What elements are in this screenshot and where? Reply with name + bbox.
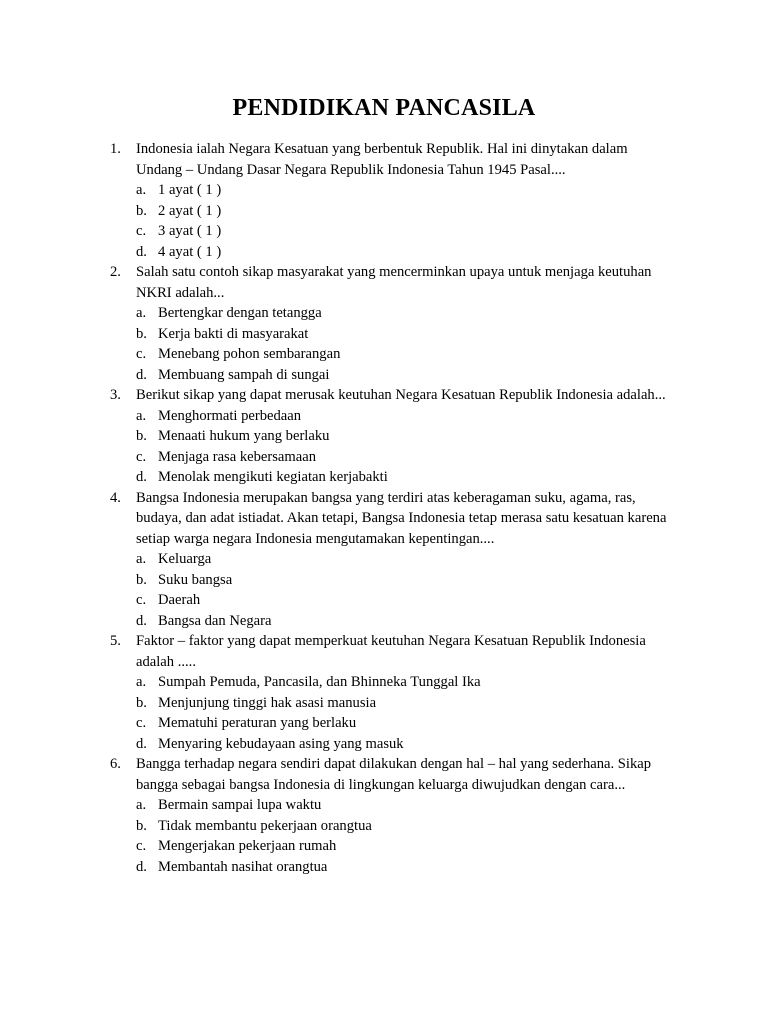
answer-option — [136, 365, 670, 386]
answer-option — [136, 201, 670, 222]
question-text: Berikut sikap yang dapat merusak keutuhan Negara Kesatuan Republik Indonesia adalah... — [136, 387, 666, 403]
option-letter: c. — [136, 715, 147, 731]
option-letter: b. — [136, 571, 147, 588]
answer-option — [136, 857, 670, 878]
option-text: Menjaga rasa kebersamaan — [158, 448, 317, 465]
option-letter: b. — [136, 428, 147, 444]
option-text: Bermain sampai lupa waktu — [158, 797, 322, 813]
option-text: Tidak membantu pekerjaan orangtua — [158, 817, 372, 834]
answer-option — [136, 324, 670, 345]
option-text: Bangsa dan Negara — [158, 612, 272, 629]
option-letter: c. — [136, 223, 147, 239]
answer-option — [136, 590, 670, 611]
question-item — [110, 139, 670, 262]
option-letter: b. — [136, 202, 147, 219]
question-number: 3. — [110, 387, 121, 403]
answer-option — [136, 549, 670, 570]
option-text: Kerja bakti di masyarakat — [158, 325, 309, 342]
answer-option — [136, 180, 670, 201]
question-text: Bangga terhadap negara sendiri dapat dilakukan dengan hal – hal yang sederhana. Sikap bangga sebagai bangsa Indonesia di lingkungan keluarga diwujudkan dengan cara... — [136, 756, 652, 793]
option-letter: c. — [136, 838, 147, 854]
question-text: Salah satu contoh sikap masyarakat yang mencerminkan upaya untuk menjaga keutuhan NKRI adalah... — [136, 264, 652, 301]
answer-option — [136, 344, 670, 365]
option-text: Menjunjung tinggi hak asasi manusia — [158, 694, 377, 711]
question-number: 2. — [110, 264, 121, 280]
option-letter: d. — [136, 243, 147, 260]
question-list — [110, 139, 670, 877]
answer-options — [136, 406, 670, 488]
answer-option — [136, 303, 670, 324]
option-text: Menebang pohon sembarangan — [158, 346, 341, 362]
answer-option — [136, 221, 670, 242]
option-text: Menyaring kebudayaan asing yang masuk — [158, 735, 404, 752]
question-text: Indonesia ialah Negara Kesatuan yang berbentuk Republik. Hal ini dinytakan dalam Undang – Undang Dasar Negara Republik Indonesia Tahun 1945 Pasal.... — [136, 141, 628, 178]
answer-options — [136, 795, 670, 877]
option-text: Sumpah Pemuda, Pancasila, dan Bhinneka Tunggal Ika — [158, 674, 481, 690]
answer-option — [136, 734, 670, 755]
question-number: 4. — [110, 489, 121, 506]
option-letter: a. — [136, 407, 147, 424]
option-text: Suku bangsa — [158, 571, 233, 588]
option-letter: a. — [136, 674, 147, 690]
option-text: Bertengkar dengan tetangga — [158, 305, 322, 321]
option-text: 3 ayat ( 1 ) — [158, 223, 222, 239]
question-item — [110, 385, 670, 488]
option-text: Menghormati perbedaan — [158, 407, 302, 424]
option-text: Membuang sampah di sungai — [158, 366, 330, 383]
answer-option — [136, 713, 670, 734]
question-item — [110, 262, 670, 385]
answer-option — [136, 406, 670, 427]
answer-options — [136, 180, 670, 262]
answer-option — [136, 242, 670, 263]
answer-option — [136, 795, 670, 816]
answer-options — [136, 549, 670, 631]
option-letter: b. — [136, 325, 147, 342]
option-text: 1 ayat ( 1 ) — [158, 182, 222, 198]
question-text: Faktor – faktor yang dapat memperkuat keutuhan Negara Kesatuan Republik Indonesia adalah ..... — [136, 633, 646, 670]
question-number: 1. — [110, 141, 121, 157]
answer-option — [136, 693, 670, 714]
option-text: Membantah nasihat orangtua — [158, 858, 328, 875]
option-letter: d. — [136, 612, 147, 629]
page-title: PENDIDIKAN PANCASILA — [232, 95, 536, 121]
question-item — [110, 754, 670, 877]
answer-option — [136, 836, 670, 857]
question-number: 5. — [110, 633, 121, 649]
option-text: Daerah — [158, 592, 201, 608]
answer-option — [136, 611, 670, 632]
option-letter: c. — [136, 346, 147, 362]
option-letter: b. — [136, 694, 147, 711]
answer-options — [136, 303, 670, 385]
question-text: Bangsa Indonesia merupakan bangsa yang terdiri atas keberagaman suku, agama, ras, budaya, dan adat istiadat. Akan tetapi, Bangsa Indonesia tetap merasa satu kesatuan karena setiap warga negara Indonesia mengutamakan kepentingan.... — [136, 489, 667, 547]
question-item — [110, 631, 670, 754]
option-letter: d. — [136, 469, 147, 485]
answer-option — [136, 467, 670, 488]
option-letter: a. — [136, 182, 147, 198]
option-letter: a. — [136, 551, 147, 567]
option-text: 4 ayat ( 1 ) — [158, 243, 222, 260]
option-letter: d. — [136, 858, 147, 875]
option-text: Mematuhi peraturan yang berlaku — [158, 715, 357, 731]
answer-option — [136, 672, 670, 693]
option-letter: c. — [136, 448, 147, 465]
option-letter: a. — [136, 797, 147, 813]
answer-option — [136, 447, 670, 468]
option-text: Menaati hukum yang berlaku — [158, 428, 330, 444]
option-text: Menolak mengikuti kegiatan kerjabakti — [158, 469, 388, 485]
question-item — [110, 488, 670, 632]
option-text: 2 ayat ( 1 ) — [158, 202, 222, 219]
option-text: Keluarga — [158, 551, 212, 567]
option-letter: a. — [136, 305, 147, 321]
answer-option — [136, 816, 670, 837]
option-text: Mengerjakan pekerjaan rumah — [158, 838, 337, 854]
option-letter: b. — [136, 817, 147, 834]
answer-options — [136, 672, 670, 754]
option-letter: d. — [136, 735, 147, 752]
answer-option — [136, 426, 670, 447]
option-letter: d. — [136, 366, 147, 383]
question-number: 6. — [110, 756, 121, 772]
option-letter: c. — [136, 592, 147, 608]
answer-option — [136, 570, 670, 591]
